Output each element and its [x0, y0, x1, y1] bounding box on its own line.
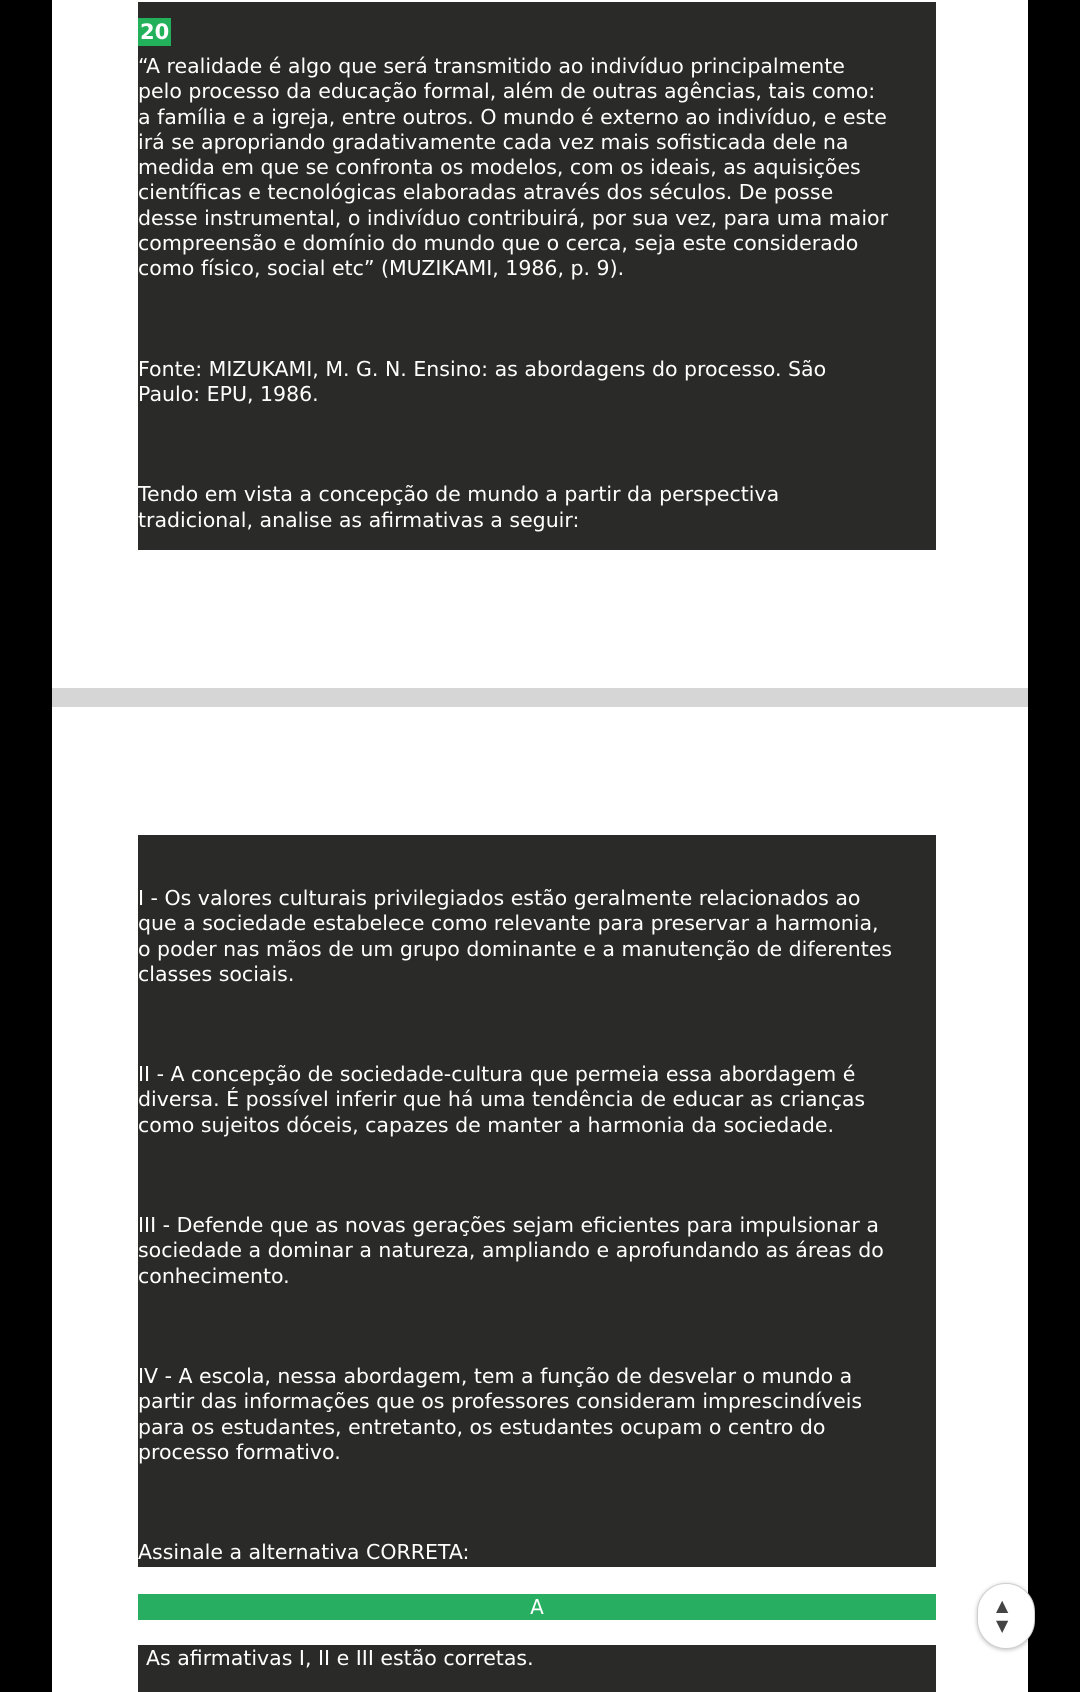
page-separator: [52, 688, 1028, 707]
answer-option-a-header[interactable]: A: [138, 1594, 936, 1620]
scroll-up-icon[interactable]: ▲: [996, 1596, 1009, 1615]
statement-2: II - A concepção de sociedade-cultura que permeia essa abordagem é diversa. É possível inferir que há uma tendência de educar as crianças como sujeitos dóceis, capazes de manter a harmonia da sociedade.: [138, 1062, 866, 1137]
scroll-control[interactable]: [977, 1583, 1035, 1649]
instruction: Assinale a alternativa CORRETA:: [138, 1540, 470, 1565]
scroll-down-icon[interactable]: ▼: [996, 1616, 1009, 1635]
question-block: [138, 2, 936, 550]
statement-4: IV - A escola, nessa abordagem, tem a função de desvelar o mundo a partir das informações que os professores consideram imprescindíveis para os estudantes, entretanto, os estudantes ocupam o centro do processo formativo.: [138, 1363, 863, 1464]
question-source: Fonte: MIZUKAMI, M. G. N. Ensino: as abordagens do processo. São Paulo: EPU, 1986.: [138, 356, 827, 406]
answer-option-a-text[interactable]: As afirmativas I, II e III estão corretas.: [138, 1645, 936, 1692]
statement-3: III - Defende que as novas gerações sejam eficientes para impulsionar a sociedade a dominar a natureza, ampliando e aprofundando as áreas do conhecimento.: [138, 1213, 884, 1288]
statement-1: I - Os valores culturais privilegiados estão geralmente relacionados ao que a sociedade estabelece como relevante para preservar a harmonia, o poder nas mãos de um grupo dominante e a manutenção de diferentes classes sociais.: [138, 886, 893, 986]
question-prompt: Tendo em vista a concepção de mundo a partir da perspectiva tradicional, analise as afirmativas a seguir:: [138, 482, 780, 532]
question-number: 20: [140, 20, 170, 44]
question-quote: “A realidade é algo que será transmitido ao indivíduo principalmente pelo processo da educação formal, além de outras agências, tais como: a família e a igreja, entre outros. O mundo é externo ao indivíduo, e este irá se apropriando gradativamente cada vez mais sofisticada dele na medida em que se confronta os modelos, com os ideais, as aquisições científicas e tecnológicas elaboradas através dos séculos. De posse desse instrumental, o indivíduo contribuirá, por sua vez, para uma maior compreensão e domínio do mundo que o cerca, seja este considerado como físico, social etc” (MUZIKAMI, 1986, p. 9).: [138, 54, 888, 281]
statements-block: [138, 835, 936, 1567]
